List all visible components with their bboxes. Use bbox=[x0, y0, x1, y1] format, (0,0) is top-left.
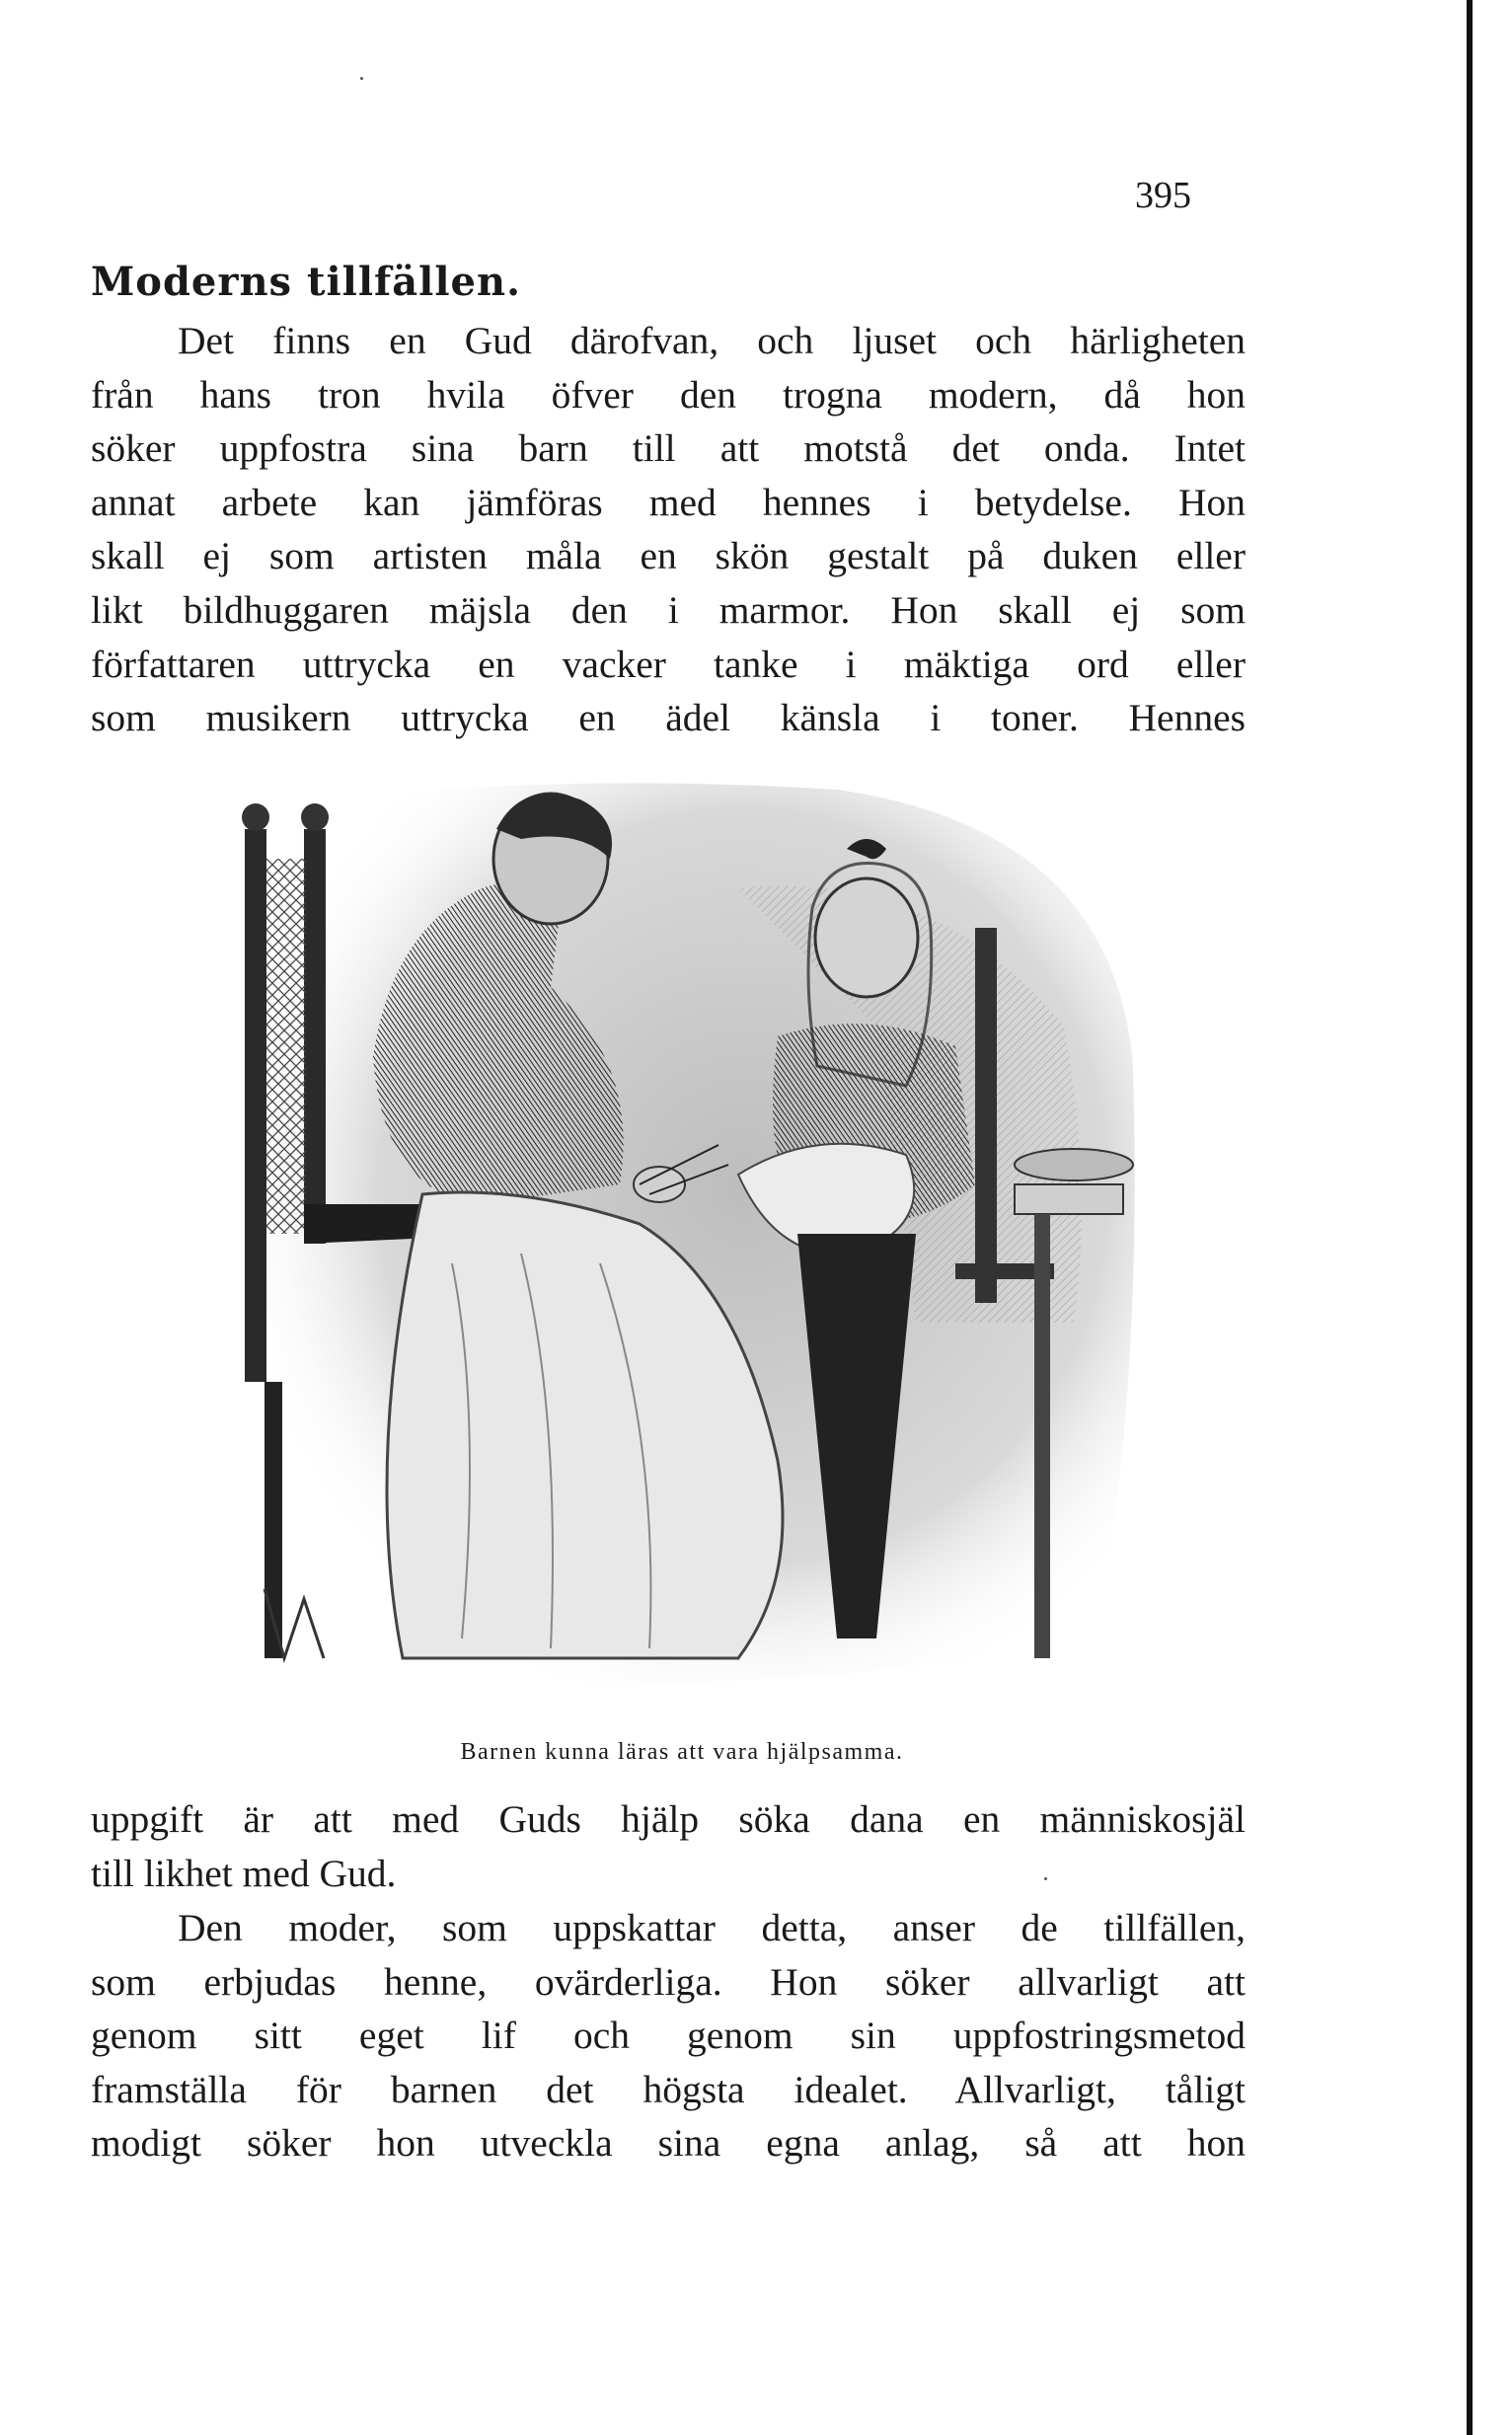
text-line: uppgift är att med Guds hjälp söka dana en människosjäl bbox=[91, 1797, 1246, 1841]
mother-and-daughter-illustration bbox=[225, 770, 1139, 1698]
text-line: som musikern uttrycka en ädel känsla i toner. Hennes bbox=[91, 696, 1246, 740]
paragraph-1 bbox=[91, 314, 1246, 745]
page-number: 395 bbox=[1135, 175, 1191, 216]
text-line: som erbjudas henne, ovärderliga. Hon söker allvarligt att bbox=[91, 1959, 1246, 2004]
text-line: framställa för barnen det högsta idealet. Allvarligt, tåligt bbox=[91, 2067, 1246, 2111]
illustration-caption: Barnen kunna läras att vara hjälpsamma. bbox=[460, 1739, 904, 1765]
text-line: till likhet med Gud. bbox=[91, 1851, 397, 1895]
text-line: skall ej som artisten måla en skön gestalt på duken eller bbox=[91, 534, 1246, 578]
text-line: modigt söker hon utveckla sina egna anlag, så att hon bbox=[91, 2121, 1246, 2166]
text-line: författaren uttrycka en vacker tanke i mäktiga ord eller bbox=[91, 642, 1246, 686]
paragraph-2 bbox=[91, 1792, 1246, 1900]
speck-mark bbox=[360, 77, 363, 80]
text-line: från hans tron hvila öfver den trogna modern, då hon bbox=[91, 372, 1246, 417]
text-line: annat arbete kan jämföras med hennes i betydelse. Hon bbox=[91, 480, 1246, 524]
paragraph-3 bbox=[91, 1901, 1246, 2170]
text-line: Den moder, som uppskattar detta, anser de tillfällen, bbox=[178, 1906, 1246, 1949]
text-line: söker uppfostra sina barn till att motstå det onda. Intet bbox=[91, 426, 1246, 471]
page-edge-border bbox=[1467, 0, 1473, 2435]
text-line: Det finns en Gud därofvan, och ljuset och härligheten bbox=[178, 319, 1246, 362]
speck-mark bbox=[1044, 1877, 1047, 1880]
text-line: likt bildhuggaren mäjsla den i marmor. Hon skall ej som bbox=[91, 587, 1246, 632]
section-heading: Moderns tillfällen. bbox=[91, 259, 522, 305]
text-line: genom sitt eget lif och genom sin uppfostringsmetod bbox=[91, 2014, 1246, 2058]
